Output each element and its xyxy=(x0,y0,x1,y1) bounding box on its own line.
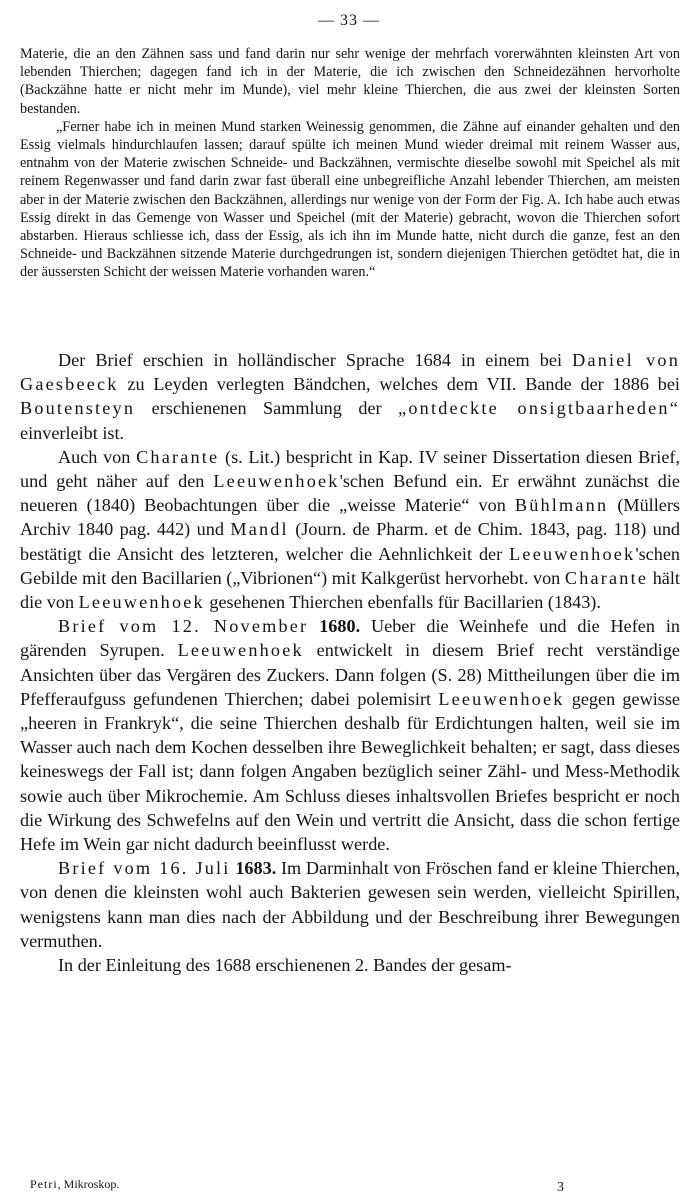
text-run: 'schen Gebilde mit den Bacillarien („Vibrionen“) mit Kalkgerüst hervorhebt. von xyxy=(20,543,680,588)
person-name: Charante xyxy=(564,567,649,588)
person-name: Leeuwenhoek xyxy=(213,471,340,492)
text-run: In der Einleitung des 1688 erschienenen 2. Bandes der gesam- xyxy=(58,955,512,976)
person-name: Charante xyxy=(136,446,220,467)
text-run: Der Brief erschien in holländischer Sprache 1684 in einem bei xyxy=(58,350,573,370)
person-name: Mandl xyxy=(230,519,289,540)
quote-paragraph: „Ferner habe ich in meinen Mund starken Weinessig genommen, die Zähne auf einander gehalten und den Essig vielmals hindurchlaufen lassen; darauf spülte ich meinen Mund wieder dreimal mit reinem Wasser aus, entnahm von der Materie zwischen Schneide- und Backzähnen, vermischte dieselbe sowohl mit Speichel als mit reinem Regenwasser und fand darin zwar fast überall eine unbegreifliche Anzahl lebender Thierchen, am meisten aber in der Materie zwischen den Backzähnen, allerdings nur wenige von der Form der Fig. A. Ich habe auch etwas Essig direkt in das Gemenge von Wasser und Speichel (mit der Materie) gebracht, wovon die Thierchen sofort abstarben. Hieraus schliesse ich, dass der Essig, als ich ihn im Munde hatte, nicht durch die ganze, fest an den Schneide- und Backzähnen sitzende Materie durchgedrungen ist, sondern diejenigen Thierchen getödtet hat, die in der äussersten Schicht der weissen Materie vorhanden waren.“ xyxy=(20,118,680,281)
text-run: entwickelt in diesem Brief recht verständige Ansichten über das Vergären des Zuckers. Dann folgen (S. 28) Mittheilungen über die im Pfefferaufguss gefundenen Thierchen; dabei polemisirt xyxy=(20,640,680,709)
text-run: gesehenen Thierchen ebenfalls für Bacillarien (1843). xyxy=(204,592,601,613)
text-run: zu Leyden verlegten Bändchen, welches dem VII. Bande der 1886 bei xyxy=(118,374,680,395)
person-name: Boutensteyn xyxy=(20,398,136,419)
text-run: 'schen Befund ein. Er erwähnt zunächst die neueren (1840) Beobachtungen über die „weisse Materie“ von xyxy=(20,471,681,516)
signature-name: Petri xyxy=(30,1177,58,1191)
text-run: Im Darminhalt von Fröschen fand er kleine Thierchen, von denen die kleinsten wohl auch Bakterien gewesen sein werden, vielleicht Spirillen, wenigstens kann man dies nach der Abbildung und der Beschreibung ihrer Bewegungen vermuthen. xyxy=(20,858,681,951)
work-title: „ontdeckte onsigtbaarheden“ xyxy=(398,398,680,419)
text-run: (s. Lit.) bespricht in Kap. IV seiner Dissertation diesen Brief, und geht näher auf den xyxy=(20,446,680,492)
person-name: Bühlmann xyxy=(514,495,609,516)
signature-rest: , Mikroskop. xyxy=(57,1177,120,1191)
person-name: Leeuwenhoek xyxy=(509,543,636,564)
text-run: (Müllers Archiv 1840 pag. 442) und xyxy=(20,495,680,540)
text-run: gegen gewisse „heeren in Frankryk“, die seine Thierchen deshalb für Erdichtungen halten, weil sie im Wasser auch nach dem Kochen desselben ihre Beweglichkeit behalten; er sagt, dass dieses keineswegs der Fall ist; dann folgen Angaben bezüglich seiner Zähl- und Mess-Methodik sowie auch über Mikrochemie. Am Schluss dieses inhaltsvollen Briefes bespricht er noch die Wirkung des Schwefelns auf den Wein und vertritt die Ansicht, dass die schon fertige Hefe im Wein gar nicht dadurch beeinflusst werde. xyxy=(20,688,680,855)
letter-year: 1683. xyxy=(235,858,277,879)
text-run: einverleibt ist. xyxy=(20,422,125,443)
sheet-number: 3 xyxy=(557,1180,564,1195)
text-run: erschienenen Sammlung der xyxy=(135,398,399,419)
letter-heading: Brief vom 12. November xyxy=(58,616,309,637)
quote-paragraph: Materie, die an den Zähnen sass und fand darin nur sehr wenige der mehrfach vorerwähnten kleinsten Art von lebenden Thierchen; dagegen fand ich in der Materie, die ich zwischen den Schneidezähnen hervorholte (Backzähne hatte er nicht mehr im Munde), viel mehr kleine Thierchen, die aus zwei der kleinsten Sorten bestanden. xyxy=(20,46,680,117)
page-number: — 33 — xyxy=(318,12,380,29)
body-paragraph xyxy=(20,953,680,977)
person-name: Leeuwenhoek xyxy=(438,688,565,709)
text-run: Ueber die Weinhefe und die Hefen in gärenden Syrupen. xyxy=(20,616,681,661)
letter-heading: Brief vom 16. Juli xyxy=(58,858,231,879)
body-paragraph xyxy=(20,445,680,614)
person-name: Leeuwenhoek xyxy=(78,592,205,613)
quoted-passage xyxy=(20,45,680,282)
printer-signature xyxy=(30,1177,119,1192)
text-run: Auch von xyxy=(58,446,137,467)
body-paragraph xyxy=(20,614,680,856)
text-run: (Journ. de Pharm. et de Chim. 1843, pag. 118) und bestätigt die Ansicht des letzteren, welcher die Aehnlichkeit der xyxy=(20,519,681,564)
body-paragraph xyxy=(20,856,680,953)
body-paragraph xyxy=(20,348,680,445)
letter-year: 1680. xyxy=(319,616,361,637)
text-run: hält die von xyxy=(20,567,680,613)
person-name: Daniel von Gaesbeeck xyxy=(20,350,681,395)
main-text xyxy=(20,348,680,977)
person-name: Leeuwenhoek xyxy=(177,640,304,661)
